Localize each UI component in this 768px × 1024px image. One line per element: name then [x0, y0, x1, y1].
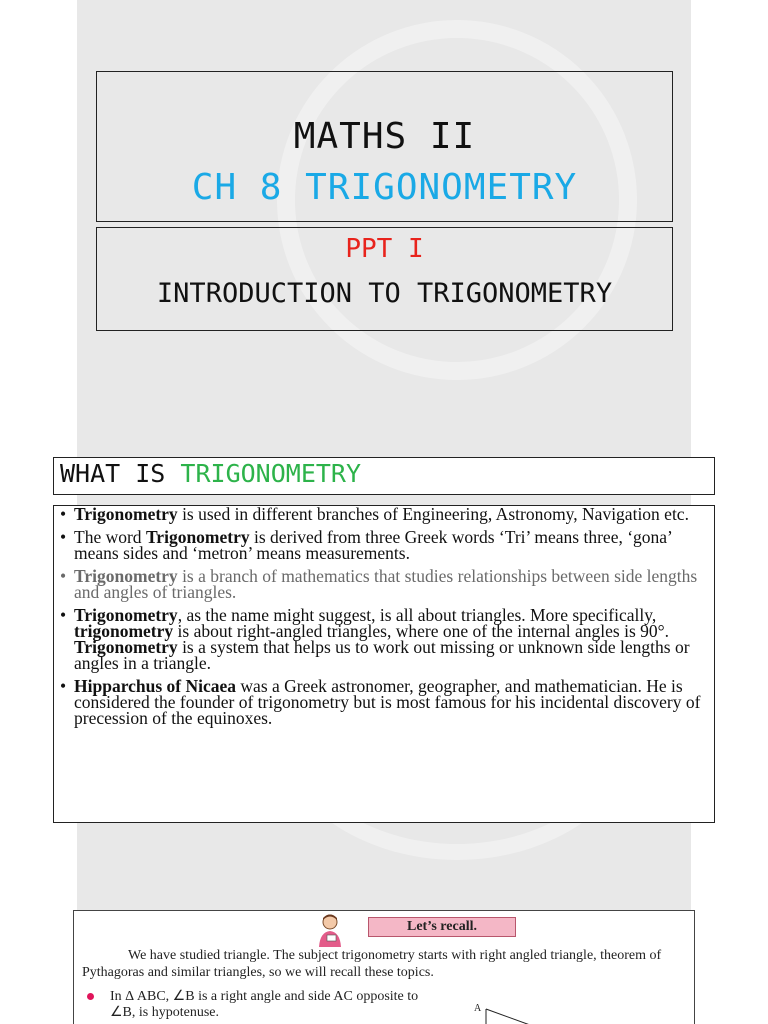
bold-term: trigonometry — [74, 621, 174, 641]
triangle-diagram-icon — [482, 1007, 532, 1024]
lets-recall-badge: Let’s recall. — [368, 917, 516, 937]
bold-term: Trigonometry — [145, 527, 250, 547]
bold-term: Trigonometry — [74, 566, 178, 586]
bullet-text: is used in different branches of Engineering, Astronomy, Navigation etc. — [177, 504, 689, 524]
bullet-item — [74, 506, 706, 522]
bullet-text: is about right-angled triangles, where one of the internal angles is 90°. — [173, 621, 670, 641]
recall-panel — [73, 910, 695, 1024]
bullet-dot-icon — [87, 993, 94, 1000]
subtitle-box — [96, 227, 673, 331]
intro-title: INTRODUCTION TO TRIGONOMETRY — [156, 278, 613, 309]
bullet-text: The word — [74, 527, 146, 547]
bullet-text: , as the name might suggest, is all about triangles. More specifically, — [177, 605, 657, 625]
subject-title: MATHS II — [293, 116, 476, 157]
content-box — [53, 505, 715, 823]
recall-paragraph: We have studied triangle. The subject trigonometry starts with right angled triangle, theorem of Pythagoras and similar triangles, so we will recall these topics. — [82, 948, 662, 980]
student-icon — [314, 913, 346, 947]
bullet-text: is derived from three Greek words ‘Tri’ means three, ‘gona’ means sides and ‘metron’ means measurements. — [74, 527, 672, 563]
section-heading — [60, 459, 361, 488]
section-heading-box — [53, 457, 715, 495]
bold-term: Trigonometry — [74, 504, 178, 524]
bullet-text: is a branch of mathematics that studies relationships between side lengths and angles of triangles. — [74, 566, 698, 602]
bullet-item — [74, 529, 706, 561]
title-box — [96, 71, 673, 222]
section-heading-accent: TRIGONOMETRY — [180, 459, 362, 488]
triangle-vertex-label: A — [474, 1003, 482, 1014]
bullet-item — [74, 568, 706, 600]
bold-term: Trigonometry — [74, 637, 178, 657]
bullet-text: is a system that helps us to work out missing or unknown side lengths or angles in a triangle. — [74, 637, 690, 673]
bullet-item — [74, 607, 706, 671]
recall-item: In Δ ABC, ∠B is a right angle and side AC opposite to ∠B, is hypotenuse. — [110, 989, 419, 1020]
bullet-list — [54, 506, 714, 726]
bullet-item — [74, 678, 706, 726]
bold-term: Hipparchus of Nicaea — [74, 676, 237, 696]
bold-term: Trigonometry — [74, 605, 178, 625]
chapter-title: CH 8 TRIGONOMETRY — [191, 167, 578, 208]
bullet-text: was a Greek astronomer, geographer, and mathematician. He is considered the founder of trigonometry but is most famous for his incidental discovery of precession of the equinoxes. — [74, 676, 701, 728]
section-heading-prefix: WHAT IS — [60, 459, 181, 488]
ppt-label: PPT I — [345, 234, 424, 264]
